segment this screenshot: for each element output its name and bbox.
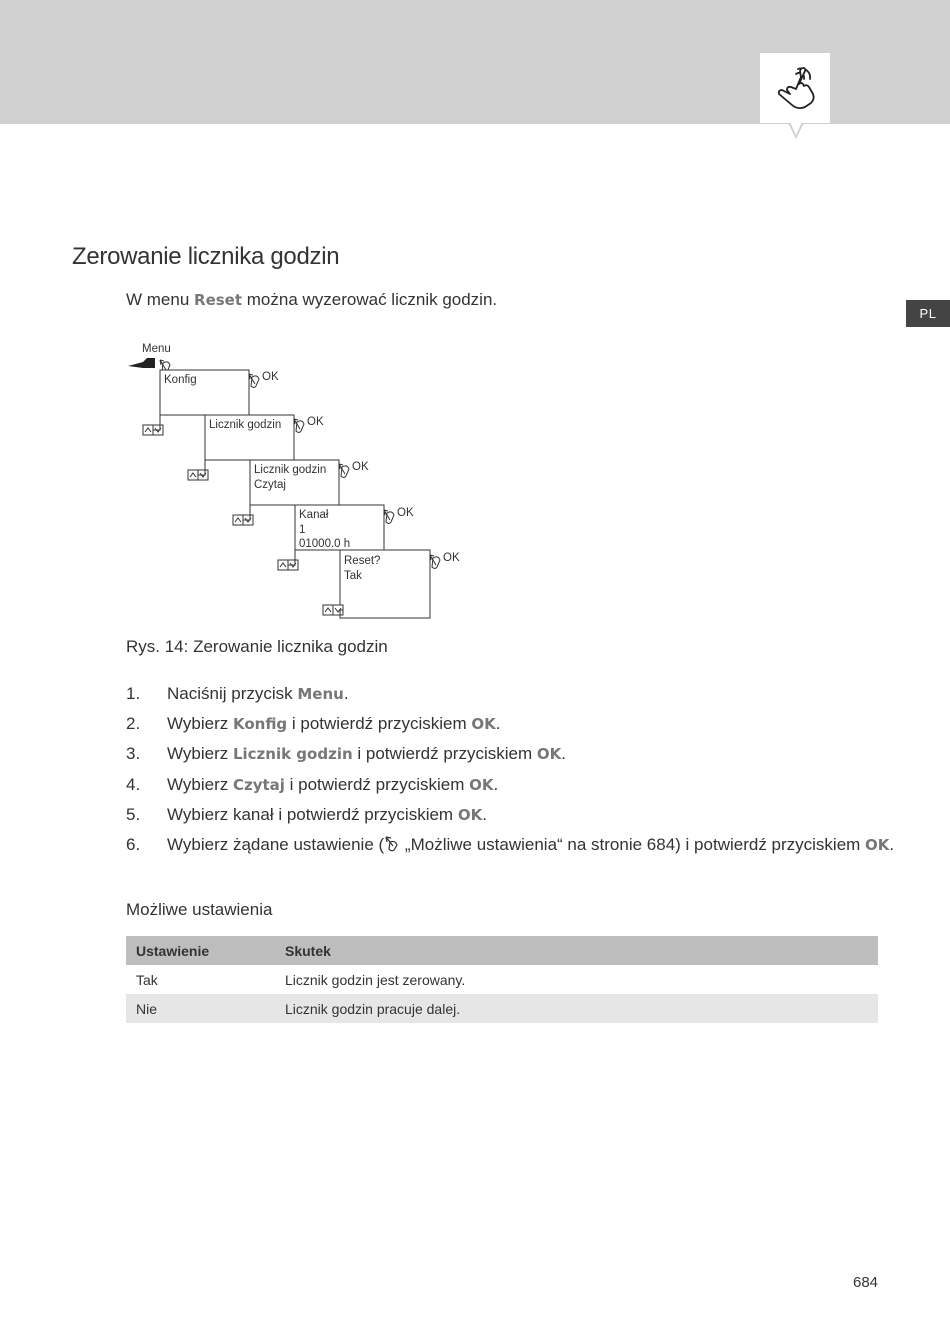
table-cell: Tak: [136, 971, 158, 988]
settings-table: [126, 936, 878, 1023]
table-cell: Licznik godzin pracuje dalej.: [275, 994, 878, 1023]
svg-text:Czytaj: Czytaj: [254, 479, 286, 491]
table-cell: Licznik godzin jest zerowany.: [285, 971, 466, 988]
hand-touch-icon: [774, 63, 818, 113]
cross-reference-icon: [384, 836, 400, 852]
intro-paragraph: W menu Reset można wyzerować licznik godzin.: [126, 290, 498, 309]
section-title: Możliwe ustawienia: [126, 900, 273, 919]
svg-text:Reset?: Reset?: [344, 555, 381, 567]
svg-text:Tak: Tak: [344, 570, 362, 582]
table-header-row: [126, 936, 878, 965]
table-row: [126, 994, 878, 1023]
svg-text:1: 1: [299, 524, 306, 536]
diagram-menu-label: Menu: [142, 343, 171, 355]
header-icon-tab: [760, 53, 830, 123]
svg-text:Licznik godzin: Licznik godzin: [209, 419, 282, 431]
svg-text:01000.0 h: 01000.0 h: [299, 538, 351, 550]
diagram-level-5: [323, 550, 460, 618]
page-title: Zerowanie licznika godzin: [72, 243, 340, 270]
pointing-hand-icon: [128, 358, 155, 368]
svg-text:OK: OK: [307, 416, 324, 428]
column-header: Ustawienie: [126, 936, 275, 965]
svg-text:OK: OK: [262, 371, 279, 383]
figure-caption: Rys. 14: Zerowanie licznika godzin: [126, 637, 388, 656]
svg-text:OK: OK: [397, 507, 414, 519]
language-tab[interactable]: PL: [906, 300, 950, 327]
table-row: [126, 965, 878, 994]
menu-keyword: Reset: [194, 291, 243, 309]
page-number: 684: [853, 1274, 879, 1291]
column-header: Skutek: [275, 936, 878, 965]
table-cell: Nie: [126, 994, 275, 1023]
svg-text:OK: OK: [443, 552, 460, 564]
reference-link[interactable]: „Możliwe ustawienia“ na stronie 684: [404, 834, 676, 854]
svg-text:OK: OK: [352, 461, 369, 473]
svg-text:Konfig: Konfig: [164, 374, 197, 386]
svg-text:Licznik godzin: Licznik godzin: [254, 464, 327, 476]
svg-text:Kanał: Kanał: [299, 509, 329, 521]
menu-diagram: [125, 338, 465, 633]
